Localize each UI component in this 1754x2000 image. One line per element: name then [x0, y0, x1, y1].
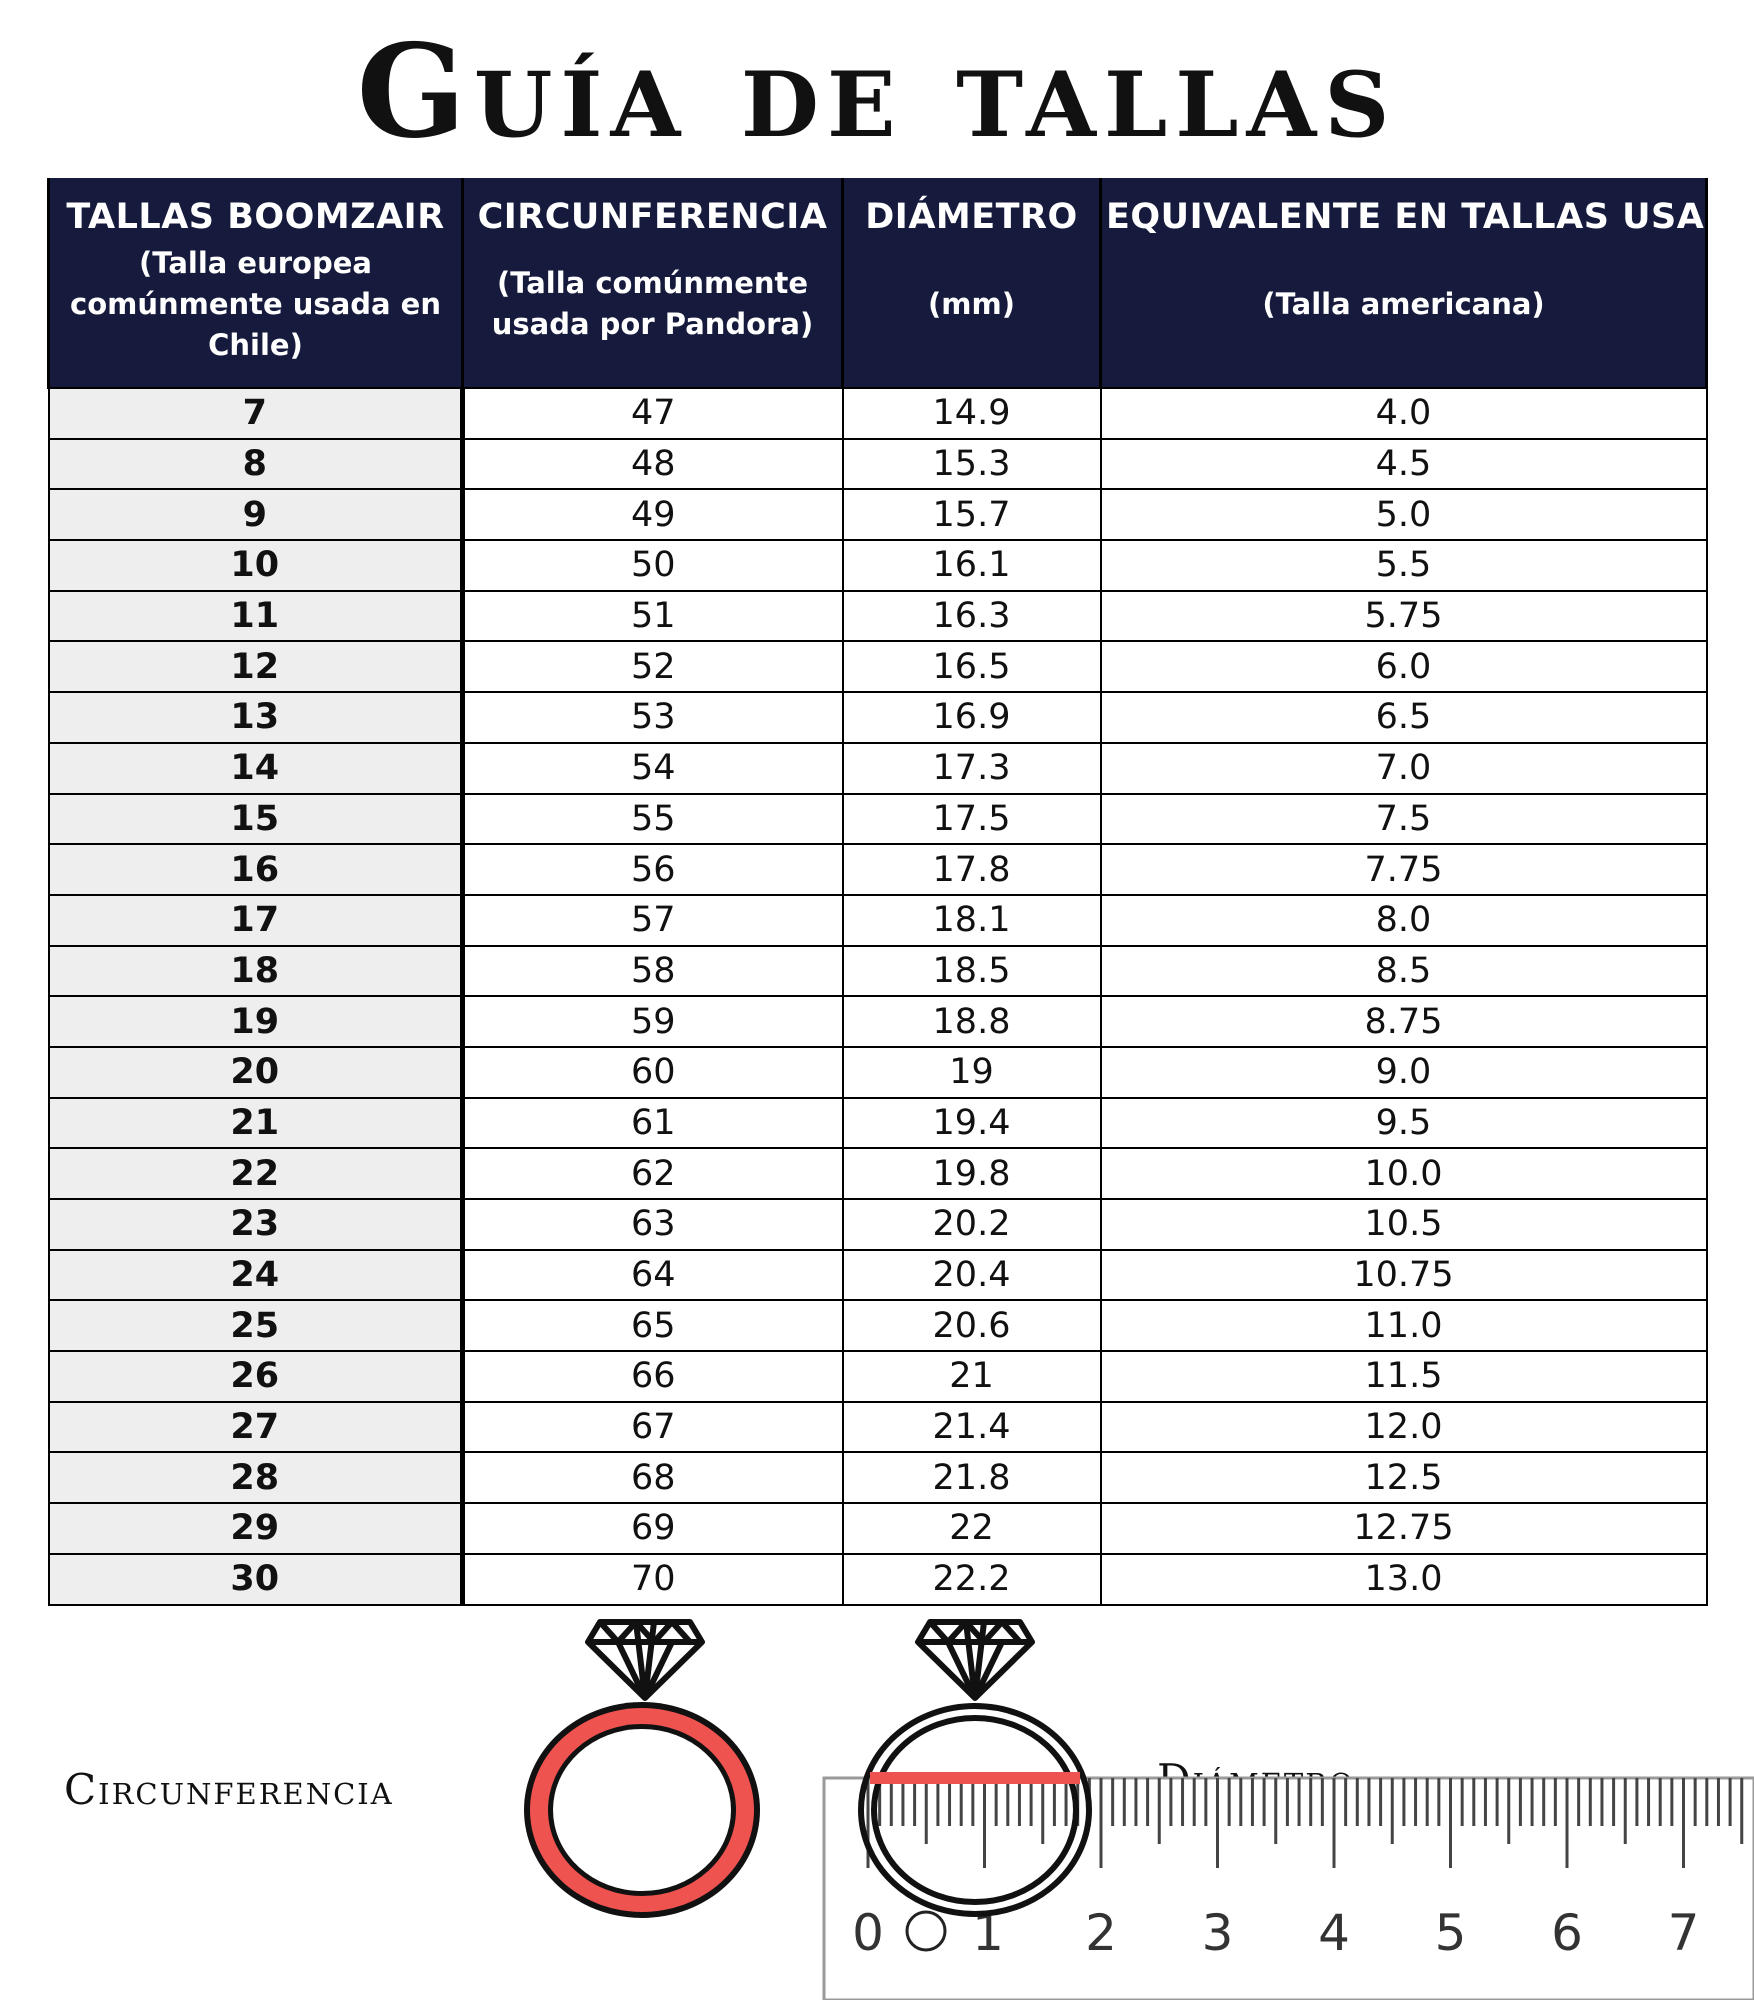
cell-circumference: 64	[463, 1250, 843, 1301]
cell-usa-size: 10.5	[1101, 1199, 1707, 1250]
cell-size: 30	[49, 1554, 463, 1605]
cell-circumference: 62	[463, 1148, 843, 1199]
cell-size: 14	[49, 743, 463, 794]
ring-illustration	[0, 1600, 1754, 2000]
cell-circumference: 58	[463, 946, 843, 997]
table-row	[49, 692, 1707, 743]
table-row	[49, 996, 1707, 1047]
cell-circumference: 61	[463, 1098, 843, 1149]
cell-size: 9	[49, 489, 463, 540]
cell-size: 11	[49, 591, 463, 642]
header-title: EQUIVALENTE EN TALLAS USA	[1106, 197, 1705, 237]
table-row	[49, 1098, 1707, 1149]
header-subtitle: (mm)	[928, 286, 1015, 321]
cell-diameter: 17.3	[843, 743, 1101, 794]
cell-usa-size: 12.5	[1101, 1452, 1707, 1503]
cell-usa-size: 7.5	[1101, 794, 1707, 845]
cell-size: 13	[49, 692, 463, 743]
cell-diameter: 18.1	[843, 895, 1101, 946]
cell-usa-size: 4.0	[1101, 388, 1707, 439]
cell-circumference: 51	[463, 591, 843, 642]
cell-diameter: 21	[843, 1351, 1101, 1402]
cell-size: 15	[49, 794, 463, 845]
cell-usa-size: 11.5	[1101, 1351, 1707, 1402]
cell-usa-size: 6.5	[1101, 692, 1707, 743]
cell-diameter: 20.2	[843, 1199, 1101, 1250]
cell-usa-size: 10.75	[1101, 1250, 1707, 1301]
table-row	[49, 1300, 1707, 1351]
cell-size: 26	[49, 1351, 463, 1402]
cell-diameter: 15.7	[843, 489, 1101, 540]
cell-circumference: 63	[463, 1199, 843, 1250]
ruler-number: 6	[1551, 1904, 1583, 1962]
cell-size: 16	[49, 844, 463, 895]
table-row	[49, 1503, 1707, 1554]
cell-size: 8	[49, 439, 463, 490]
cell-size: 22	[49, 1148, 463, 1199]
table-row	[49, 439, 1707, 490]
header-row	[49, 178, 1707, 388]
table-row	[49, 591, 1707, 642]
cell-circumference: 49	[463, 489, 843, 540]
cell-diameter: 15.3	[843, 439, 1101, 490]
cell-usa-size: 8.75	[1101, 996, 1707, 1047]
cell-diameter: 18.5	[843, 946, 1101, 997]
cell-circumference: 68	[463, 1452, 843, 1503]
cell-diameter: 14.9	[843, 388, 1101, 439]
cell-usa-size: 13.0	[1101, 1554, 1707, 1605]
table-row	[49, 1250, 1707, 1301]
page-title: Guía de tallas	[356, 17, 1398, 167]
cell-usa-size: 6.0	[1101, 641, 1707, 692]
cell-diameter: 22	[843, 1503, 1101, 1554]
ring-diameter-icon	[850, 1610, 1100, 1920]
header-usa-size	[1101, 178, 1707, 388]
cell-diameter: 19	[843, 1047, 1101, 1098]
cell-circumference: 55	[463, 794, 843, 845]
cell-usa-size: 10.0	[1101, 1148, 1707, 1199]
cell-usa-size: 12.75	[1101, 1503, 1707, 1554]
ruler-number: 4	[1318, 1904, 1350, 1962]
cell-circumference: 48	[463, 439, 843, 490]
cell-diameter: 20.4	[843, 1250, 1101, 1301]
cell-diameter: 19.4	[843, 1098, 1101, 1149]
cell-size: 7	[49, 388, 463, 439]
cell-usa-size: 8.0	[1101, 895, 1707, 946]
cell-size: 20	[49, 1047, 463, 1098]
cell-circumference: 56	[463, 844, 843, 895]
cell-diameter: 16.5	[843, 641, 1101, 692]
ruler-number: 7	[1667, 1904, 1700, 1962]
table-row	[49, 1351, 1707, 1402]
cell-size: 17	[49, 895, 463, 946]
cell-usa-size: 5.0	[1101, 489, 1707, 540]
table-row	[49, 1047, 1707, 1098]
cell-diameter: 16.1	[843, 540, 1101, 591]
cell-circumference: 52	[463, 641, 843, 692]
table-row	[49, 1554, 1707, 1605]
table-row	[49, 794, 1707, 845]
header-size-boomzair	[49, 178, 463, 388]
cell-size: 27	[49, 1402, 463, 1453]
table-row	[49, 895, 1707, 946]
header-diameter	[843, 178, 1101, 388]
header-subtitle: (Talla americana)	[1262, 286, 1545, 321]
table-row	[49, 540, 1707, 591]
cell-size: 12	[49, 641, 463, 692]
cell-size: 19	[49, 996, 463, 1047]
table-row	[49, 1402, 1707, 1453]
cell-size: 28	[49, 1452, 463, 1503]
cell-size: 24	[49, 1250, 463, 1301]
table-row	[49, 743, 1707, 794]
header-subtitle: (Talla comúnmente usada por Pandora)	[491, 266, 814, 341]
cell-diameter: 17.5	[843, 794, 1101, 845]
header-title: CIRCUNFERENCIA	[477, 197, 828, 237]
cell-circumference: 70	[463, 1554, 843, 1605]
cell-usa-size: 12.0	[1101, 1402, 1707, 1453]
cell-diameter: 21.4	[843, 1402, 1101, 1453]
cell-usa-size: 11.0	[1101, 1300, 1707, 1351]
cell-circumference: 53	[463, 692, 843, 743]
table-row	[49, 1199, 1707, 1250]
cell-usa-size: 8.5	[1101, 946, 1707, 997]
cell-circumference: 57	[463, 895, 843, 946]
cell-circumference: 65	[463, 1300, 843, 1351]
cell-diameter: 18.8	[843, 996, 1101, 1047]
cell-size: 29	[49, 1503, 463, 1554]
header-title: TALLAS BOOMZAIR	[66, 197, 445, 237]
cell-usa-size: 9.5	[1101, 1098, 1707, 1149]
cell-size: 25	[49, 1300, 463, 1351]
cell-usa-size: 5.5	[1101, 540, 1707, 591]
header-subtitle: (Talla europea comúnmente usada en Chile)	[70, 245, 441, 362]
table-row	[49, 641, 1707, 692]
table-row	[49, 1452, 1707, 1503]
cell-circumference: 67	[463, 1402, 843, 1453]
ring-circumference-icon	[520, 1610, 770, 1920]
cell-diameter: 19.8	[843, 1148, 1101, 1199]
cell-circumference: 69	[463, 1503, 843, 1554]
table-row	[49, 388, 1707, 439]
cell-circumference: 60	[463, 1047, 843, 1098]
cell-diameter: 22.2	[843, 1554, 1101, 1605]
ruler-number: 5	[1434, 1904, 1467, 1962]
ruler-number: 2	[1085, 1904, 1117, 1962]
cell-size: 10	[49, 540, 463, 591]
cell-diameter: 16.9	[843, 692, 1101, 743]
cell-circumference: 59	[463, 996, 843, 1047]
cell-size: 21	[49, 1098, 463, 1149]
cell-circumference: 47	[463, 388, 843, 439]
cell-diameter: 20.6	[843, 1300, 1101, 1351]
cell-usa-size: 7.0	[1101, 743, 1707, 794]
table-row	[49, 1148, 1707, 1199]
cell-size: 18	[49, 946, 463, 997]
cell-circumference: 50	[463, 540, 843, 591]
cell-circumference: 54	[463, 743, 843, 794]
cell-diameter: 16.3	[843, 591, 1101, 642]
header-title: DIÁMETRO	[865, 197, 1078, 237]
table-row	[49, 489, 1707, 540]
cell-usa-size: 5.75	[1101, 591, 1707, 642]
cell-usa-size: 7.75	[1101, 844, 1707, 895]
ruler-number: 3	[1201, 1904, 1234, 1962]
table-row	[49, 946, 1707, 997]
cell-usa-size: 9.0	[1101, 1047, 1707, 1098]
cell-diameter: 17.8	[843, 844, 1101, 895]
size-table	[47, 178, 1708, 1606]
cell-circumference: 66	[463, 1351, 843, 1402]
header-circumference	[463, 178, 843, 388]
size-table-body	[49, 388, 1707, 1605]
circumference-label: Circunferencia	[64, 1765, 394, 1814]
cell-usa-size: 4.5	[1101, 439, 1707, 490]
ruler-number: 0	[852, 1904, 884, 1962]
ruler-number: 1	[972, 1904, 1004, 1962]
table-row	[49, 844, 1707, 895]
cell-diameter: 21.8	[843, 1452, 1101, 1503]
cell-size: 23	[49, 1199, 463, 1250]
